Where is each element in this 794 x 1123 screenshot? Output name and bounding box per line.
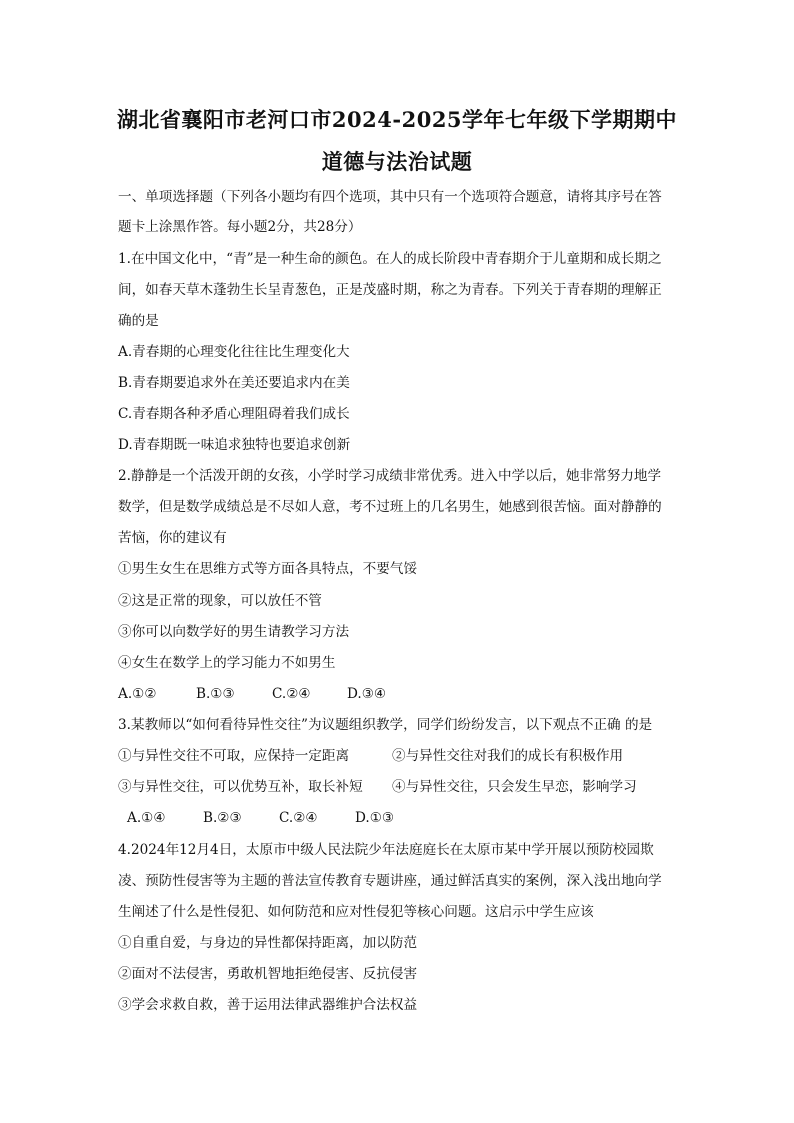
q3-choice-d: D.①③ — [355, 810, 395, 826]
q3-choice-a: A.①④ — [127, 810, 166, 826]
q3-choice-b: B.②③ — [203, 810, 242, 826]
q4-stem-line-3: 生阐述了什么是性侵犯、如何防范和应对性侵犯等核心问题。这启示中学生应该 — [118, 904, 594, 920]
exam-title-line-2: 道德与法治试题 — [321, 149, 473, 174]
section-instruction-line-2: 题卡上涂黑作答。每小题2分，共28分） — [118, 219, 362, 235]
q1-option-d: D.青春期既一味追求独特也要追求创新 — [118, 437, 351, 453]
q3-stem: 3.某教师以“如何看待异性交往”为议题组织教学，同学们纷纷发言，以下观点不正确 的是 — [118, 717, 653, 733]
q2-item-4: ④女生在数学上的学习能力不如男生 — [118, 655, 336, 671]
q1-option-a: A.青春期的心理变化往往比生理变化大 — [118, 344, 350, 360]
q3-item-2: ②与异性交往对我们的成长有积极作用 — [392, 748, 624, 764]
q1-option-c: C.青春期各种矛盾心理阻碍着我们成长 — [118, 406, 350, 422]
q4-stem-line-1: 4.2024年12月4日，太原市中级人民法院少年法庭庭长在太原市某中学开展以预防校园欺 — [118, 842, 654, 858]
q2-item-3: ③你可以向数学好的男生请教学习方法 — [118, 624, 350, 640]
q3-item-3: ③与异性交往，可以优势互补，取长补短 — [118, 779, 363, 795]
q2-stem-line-1: 2.静静是一个活泼开朗的女孩，小学时学习成绩非常优秀。进入中学以后，她非常努力地学 — [118, 468, 662, 484]
q2-stem-line-2: 数学，但是数学成绩总是不尽如人意，考不过班上的几名男生，她感到很苦恼。面对静静的 — [118, 499, 662, 515]
q3-items-row-1 — [118, 747, 623, 765]
section-instruction-line-1: 一、单项选择题（下列各小题均有四个选项，其中只有一个选项符合题意，请将其序号在答 — [118, 189, 662, 205]
q2-item-2: ②这是正常的现象，可以放任不管 — [118, 593, 322, 609]
q2-choices — [118, 685, 386, 703]
q1-option-b: B.青春期要追求外在美还要追求内在美 — [118, 375, 350, 391]
q3-item-4: ④与异性交往，只会发生早恋，影响学习 — [392, 779, 637, 795]
q4-item-2: ②面对不法侵害，勇敢机智地拒绝侵害、反抗侵害 — [118, 966, 418, 982]
q3-choice-c: C.②④ — [279, 810, 318, 826]
q4-stem-line-2: 凌、预防性侵害等为主题的普法宣传教育专题讲座，通过鲜活真实的案例，深入浅出地向学 — [118, 873, 662, 889]
exam-title-line-1: 湖北省襄阳市老河口市2024-2025学年七年级下学期期中 — [116, 107, 678, 132]
q3-items-row-2 — [118, 778, 637, 796]
q4-item-1: ①自重自爱，与身边的异性都保持距离，加以防范 — [118, 935, 418, 951]
q1-stem-line-1: 1.在中国文化中，“青”是一种生命的颜色。在人的成长阶段中青春期介于儿童期和成长期之 — [118, 251, 662, 267]
q1-stem-line-2: 间，如春天草木蓬勃生长呈青葱色，正是茂盛时期，称之为青春。下列关于青春期的理解正 — [118, 282, 662, 298]
q4-item-3: ③学会求救自救，善于运用法律武器维护合法权益 — [118, 997, 418, 1013]
q2-stem-line-3: 苦恼，你的建议有 — [118, 530, 227, 546]
q2-choice-c: C.②④ — [272, 686, 311, 702]
q3-choices — [127, 809, 394, 827]
q2-choice-a: A.①② — [118, 686, 157, 702]
q2-choice-d: D.③④ — [347, 686, 387, 702]
q1-stem-line-3: 确的是 — [118, 313, 159, 329]
q2-choice-b: B.①③ — [196, 686, 235, 702]
q2-item-1: ①男生女生在思维方式等方面各具特点，不要气馁 — [118, 561, 418, 577]
q3-item-1: ①与异性交往不可取，应保持一定距离 — [118, 748, 350, 764]
